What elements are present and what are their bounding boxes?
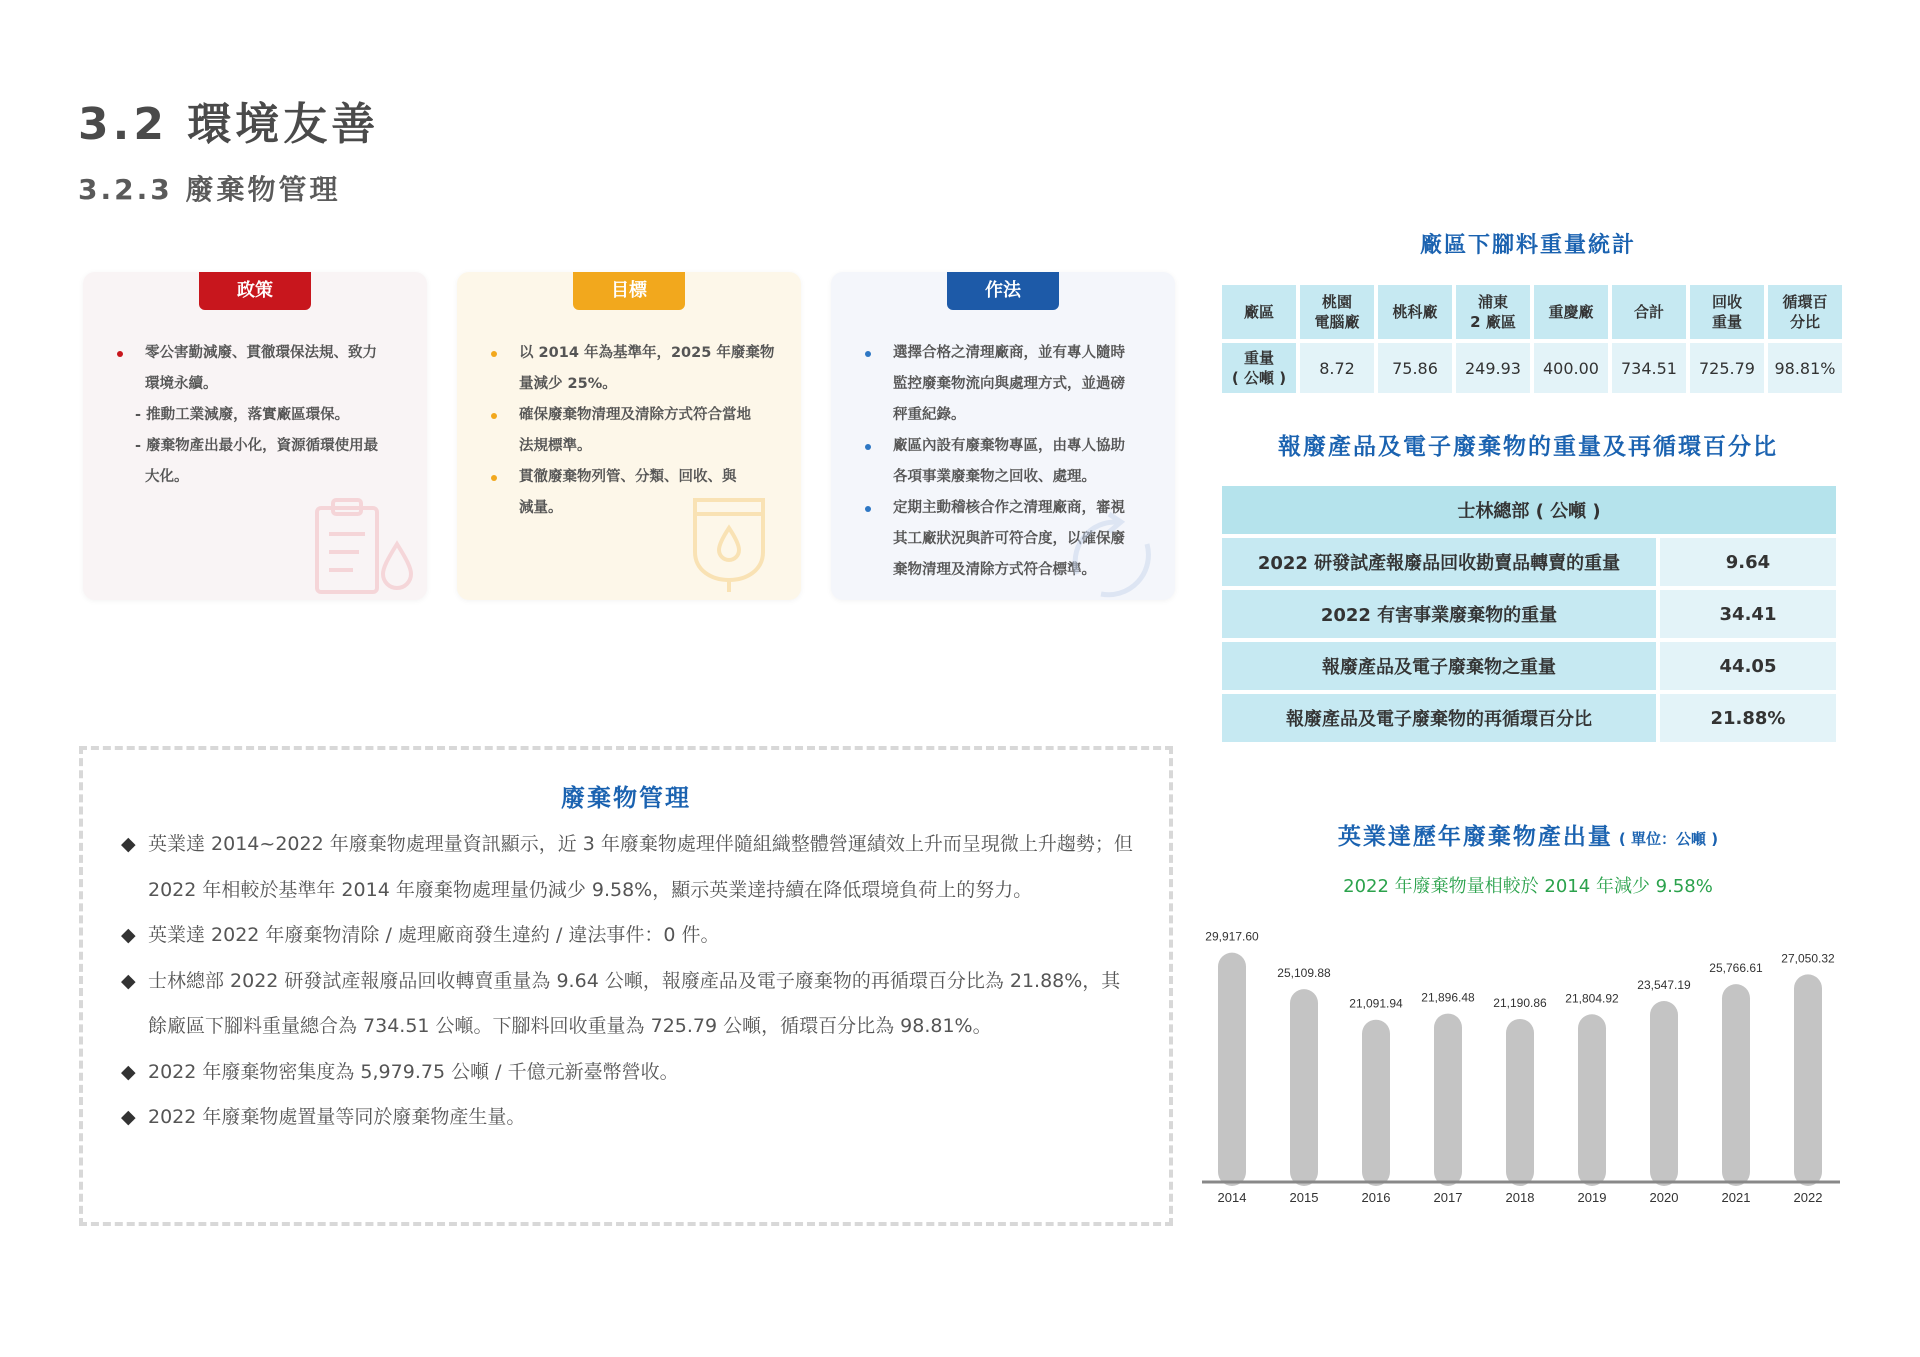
goal-tag: 目標: [573, 272, 685, 310]
table-header-cell: 循環百 分比: [1768, 285, 1842, 339]
list-item: 零公害勤減廢、貫徹環保法規、致力: [113, 338, 405, 369]
bullet-dot-icon: [491, 413, 497, 419]
water-bag-icon: [689, 494, 769, 594]
bar-2020: [1650, 1001, 1678, 1186]
plant-scrap-table: [1218, 281, 1846, 397]
data-label: 25,766.61: [1709, 961, 1763, 976]
bar-2015: [1290, 989, 1318, 1186]
bullet-dot-icon: [117, 351, 123, 357]
bullet-dot-icon: [865, 444, 871, 450]
chart-title-text: 英業達歷年廢棄物產出量: [1337, 824, 1613, 850]
table-header-cell: 浦東 2 廠區: [1456, 285, 1530, 339]
diamond-bullet-icon: ◆: [121, 1106, 136, 1128]
x-tick-label: 2014: [1217, 1190, 1247, 1205]
waste-management-title: 廢棄物管理: [561, 784, 691, 812]
list-item: 定期主動稽核合作之清理廠商，審視: [861, 493, 1153, 524]
paragraph: ◆ 英業達 2014~2022 年廢棄物處理量資訊顯示，近 3 年廢棄物處理伴隨組織整體營運績效上升而呈現微上升趨勢；但 2022 年相較於基準年 2014 年廢棄物處理量仍減少 9.58%，顯示英業達持續在降低環境負荷上的努力。: [121, 822, 1139, 913]
bullet-dot-icon: [865, 506, 871, 512]
list-item: 廠區內設有廢棄物專區，由專人協助: [861, 431, 1153, 462]
waste-output-chart: [1190, 910, 1850, 1220]
bar-2016: [1362, 1020, 1390, 1186]
list-item: 各項事業廢棄物之回收、處理。: [893, 469, 1096, 485]
list-item: 監控廢棄物流向與處理方式，並過磅: [893, 376, 1125, 392]
table-header-cell: 桃科廠: [1378, 285, 1452, 339]
paragraph: ◆ 士林總部 2022 研發試產報廢品回收轉賣重量為 9.64 公噸，報廢產品及電子廢棄物的再循環百分比為 21.88%，其餘廠區下腳料重量總合為 734.51 公噸。下腳料回收重量為 725.79 公噸，循環百分比為 98.81%。: [121, 959, 1139, 1050]
list-item: 法規標準。: [519, 438, 592, 454]
bar-2022: [1794, 974, 1822, 1186]
table-cell: 249.93: [1456, 343, 1530, 393]
table-header-cell: 重慶廠: [1534, 285, 1608, 339]
goal-card: [457, 272, 801, 600]
chart-subtitle: 2022 年廢棄物量相較於 2014 年減少 9.58%: [1343, 876, 1713, 897]
table-row: [1222, 694, 1836, 742]
table-cell: 報廢產品及電子廢棄物之重量: [1222, 642, 1656, 690]
diamond-bullet-icon: ◆: [121, 1060, 136, 1083]
list-item: 以 2014 年為基準年，2025 年廢棄物: [487, 338, 779, 369]
clipboard-drop-icon: [311, 494, 421, 594]
table-header-cell: 合計: [1612, 285, 1686, 339]
list-item: 棄物清理及清除方式符合標準。: [893, 562, 1096, 578]
diamond-bullet-icon: ◆: [121, 833, 136, 855]
diamond-bullet-icon: ◆: [121, 969, 136, 992]
method-tag: 作法: [947, 272, 1059, 310]
list-item: 貫徹廢棄物列管、分類、回收、與: [487, 462, 779, 493]
data-label: 27,050.32: [1781, 951, 1835, 966]
waste-management-body: [121, 822, 1139, 1141]
x-tick-label: 2015: [1289, 1190, 1319, 1205]
bullet-dot-icon: [491, 475, 497, 481]
table-cell: 8.72: [1300, 343, 1374, 393]
list-item: 秤重紀錄。: [893, 407, 966, 423]
table-cell: 2022 有害事業廢棄物的重量: [1222, 590, 1656, 638]
table-row: [1222, 642, 1836, 690]
list-item: 大化。: [145, 469, 189, 485]
chart-title: [1206, 818, 1850, 851]
table-header-cell: 桃園 電腦廠: [1300, 285, 1374, 339]
method-card: [831, 272, 1175, 600]
paragraph: ◆ 2022 年廢棄物處置量等同於廢棄物產生量。: [121, 1095, 1139, 1141]
x-tick-label: 2016: [1361, 1190, 1391, 1205]
table-cell: 734.51: [1612, 343, 1686, 393]
bar-2014: [1218, 953, 1246, 1186]
bar-2021: [1722, 984, 1750, 1186]
table-header-cell: 士林總部 ( 公噸 ): [1222, 486, 1836, 534]
policy-card: [83, 272, 427, 600]
x-tick-label: 2020: [1649, 1190, 1679, 1205]
paragraph: ◆ 2022 年廢棄物密集度為 5,979.75 公噸 / 千億元新臺幣營收。: [121, 1050, 1139, 1096]
table-row: [1222, 538, 1836, 586]
scrap-recycling-table: [1218, 482, 1840, 746]
data-label: 21,190.86: [1493, 995, 1547, 1010]
x-tick-label: 2021: [1721, 1190, 1751, 1205]
x-tick-label: 2017: [1433, 1190, 1463, 1205]
list-item: 確保廢棄物清理及清除方式符合當地: [487, 400, 779, 431]
list-item: 選擇合格之清理廠商，並有專人隨時: [861, 338, 1153, 369]
bullet-dot-icon: [491, 351, 497, 357]
bar-2017: [1434, 1014, 1462, 1186]
data-label: 21,896.48: [1421, 990, 1475, 1005]
table-cell: 44.05: [1660, 642, 1836, 690]
list-item: - 推動工業減廢，落實廠區環保。: [135, 407, 350, 423]
list-item: 其工廠狀況與許可符合度，以確保廢: [893, 531, 1125, 547]
table-cell: 9.64: [1660, 538, 1836, 586]
bullet-dot-icon: [865, 351, 871, 357]
policy-tag: 政策: [199, 272, 311, 310]
data-label: 21,804.92: [1565, 991, 1619, 1006]
section-title: 3.2 環境友善: [78, 99, 380, 150]
waste-management-box: [79, 746, 1173, 1226]
data-label: 23,547.19: [1637, 978, 1691, 993]
subsection-title: 3.2.3 廢棄物管理: [78, 173, 341, 206]
data-label: 29,917.60: [1205, 929, 1259, 944]
table-cell: 21.88%: [1660, 694, 1836, 742]
table-header-cell: 廠區: [1222, 285, 1296, 339]
diamond-bullet-icon: ◆: [121, 924, 136, 946]
data-label: 21,091.94: [1349, 996, 1403, 1011]
list-item: 環境永續。: [145, 376, 218, 392]
table-row: [1222, 590, 1836, 638]
paragraph: ◆ 英業達 2022 年廢棄物清除 / 處理廠商發生違約 / 違法事件：0 件。: [121, 913, 1139, 959]
bar-2019: [1578, 1014, 1606, 1186]
table-cell: 725.79: [1690, 343, 1764, 393]
x-tick-label: 2019: [1577, 1190, 1607, 1205]
table-cell: 報廢產品及電子廢棄物的再循環百分比: [1222, 694, 1656, 742]
list-item: - 廢棄物產出最小化，資源循環使用最: [135, 438, 379, 454]
table-cell: 400.00: [1534, 343, 1608, 393]
x-tick-label: 2018: [1505, 1190, 1535, 1205]
plant-scrap-table-title: 廠區下腳料重量統計: [1419, 233, 1636, 258]
recycle-icon: [1057, 504, 1167, 600]
table-cell: 75.86: [1378, 343, 1452, 393]
x-tick-label: 2022: [1793, 1190, 1823, 1205]
table-header-cell: 回收 重量: [1690, 285, 1764, 339]
scrap-recycling-table-title: 報廢產品及電子廢棄物的重量及再循環百分比: [1278, 434, 1778, 460]
chart-unit: ( 單位：公噸 ): [1618, 830, 1719, 848]
list-item: 量減少 25%。: [519, 376, 617, 392]
bar-2018: [1506, 1019, 1534, 1186]
policy-list: [113, 338, 405, 493]
table-cell: 98.81%: [1768, 343, 1842, 393]
data-label: 25,109.88: [1277, 966, 1331, 981]
table-row-label: 重量 ( 公噸 ): [1222, 343, 1296, 393]
table-cell: 2022 研發試產報廢品回收勘賣品轉賣的重量: [1222, 538, 1656, 586]
list-item: 減量。: [519, 500, 563, 516]
table-cell: 34.41: [1660, 590, 1836, 638]
